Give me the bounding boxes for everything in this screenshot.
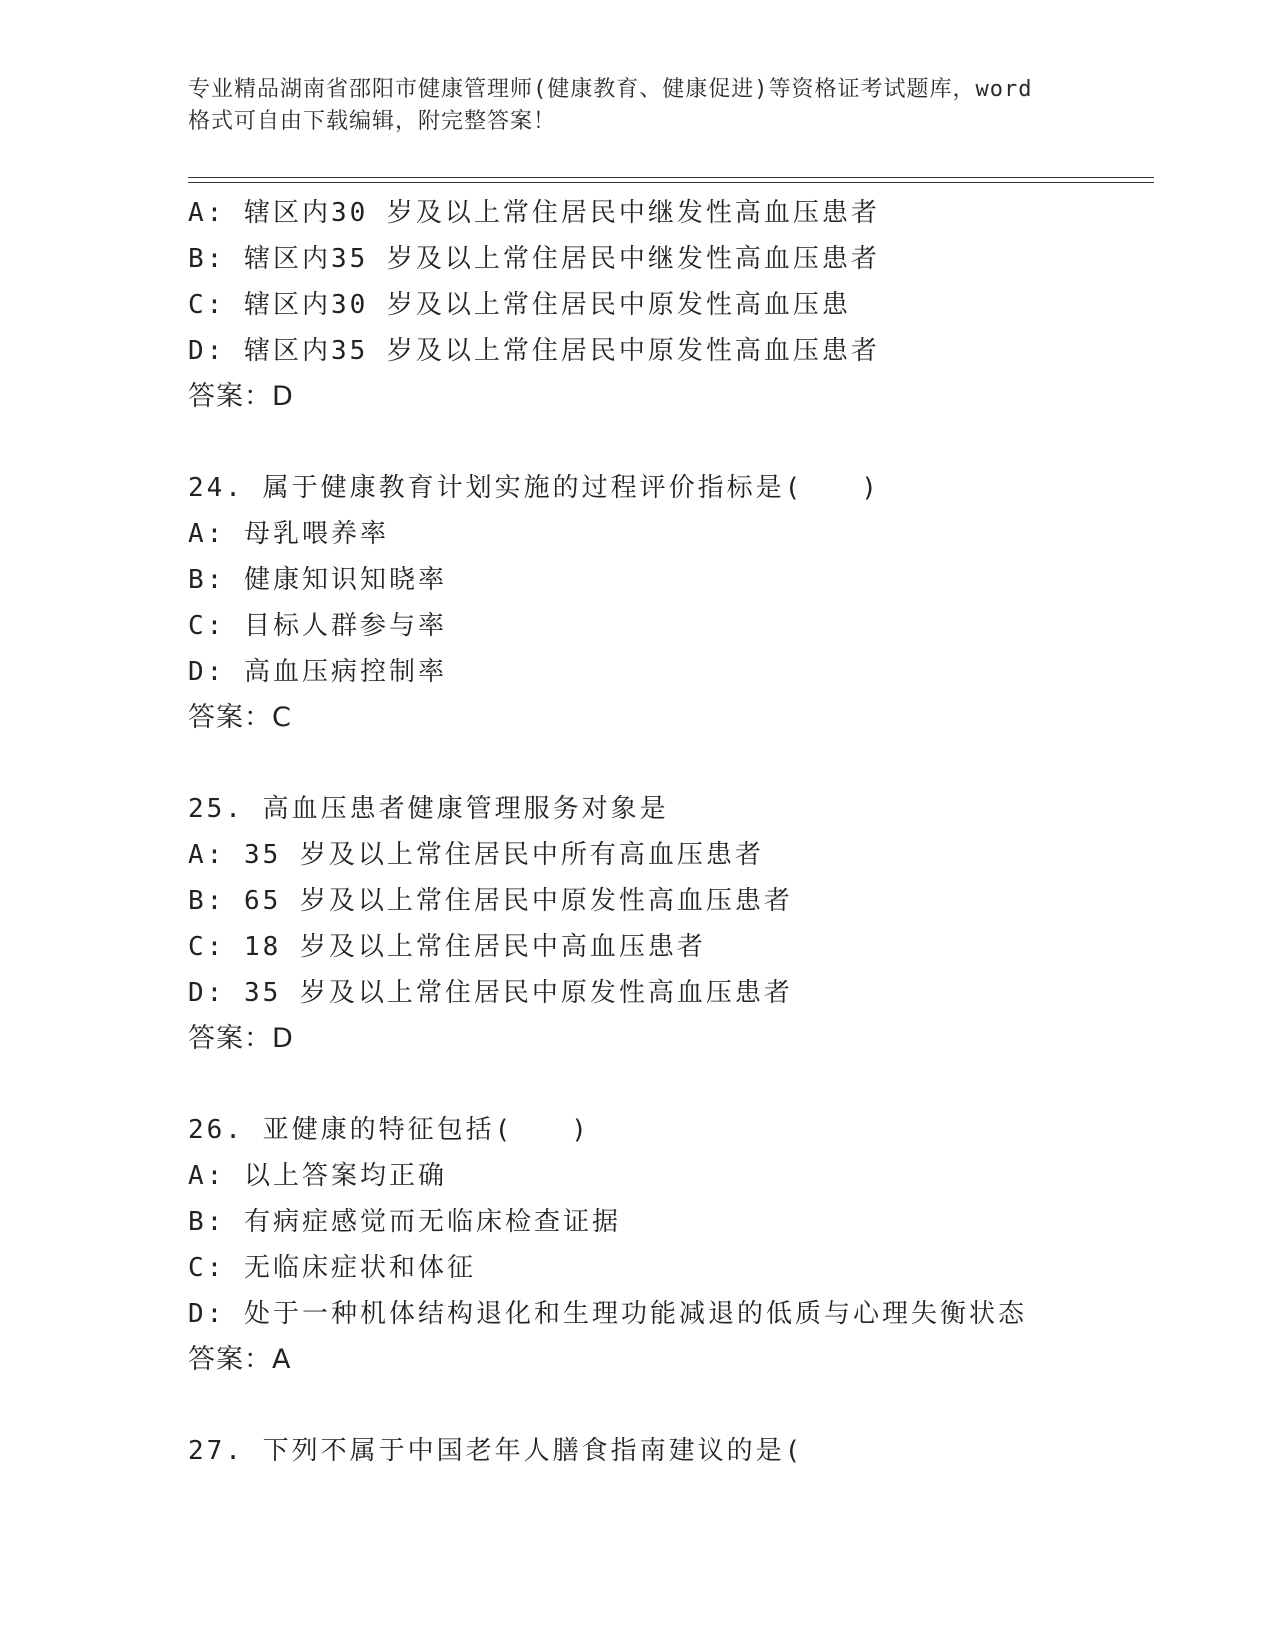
option-d: D: 高血压病控制率 <box>188 657 447 687</box>
header-rule-bottom <box>188 182 1154 183</box>
answer: 答案：C <box>188 702 292 733</box>
question-list <box>188 190 1168 1474</box>
question-26 <box>188 1107 1168 1383</box>
header-line-2: 格式可自由下载编辑，附完整答案！ <box>188 109 557 134</box>
page-header <box>188 74 1088 138</box>
answer: 答案：D <box>188 1023 294 1054</box>
spacer <box>188 1062 1168 1107</box>
header-line-1: 专业精品湖南省邵阳市健康管理师(健康教育、健康促进)等资格证考试题库，word <box>188 77 1033 102</box>
spacer <box>188 420 1168 465</box>
option-c: C: 目标人群参与率 <box>188 611 447 641</box>
question-25 <box>188 786 1168 1062</box>
answer: 答案：D <box>188 381 294 412</box>
option-b: B: 辖区内35 岁及以上常住居民中继发性高血压患者 <box>188 244 880 274</box>
question-23 <box>188 190 1168 420</box>
option-b: B: 健康知识知晓率 <box>188 565 447 595</box>
spacer <box>188 741 1168 786</box>
option-c: C: 无临床症状和体征 <box>188 1253 476 1283</box>
option-d: D: 35 岁及以上常住居民中原发性高血压患者 <box>188 978 793 1008</box>
option-c: C: 辖区内30 岁及以上常住居民中原发性高血压患 <box>188 290 851 320</box>
option-a: A: 母乳喂养率 <box>188 519 389 549</box>
question-text: 25. 高血压患者健康管理服务对象是 <box>188 794 669 824</box>
question-24 <box>188 465 1168 741</box>
question-27 <box>188 1428 1168 1474</box>
option-d: D: 处于一种机体结构退化和生理功能减退的低质与心理失衡状态 <box>188 1299 1027 1329</box>
spacer <box>188 1383 1168 1428</box>
option-a: A: 辖区内30 岁及以上常住居民中继发性高血压患者 <box>188 198 880 228</box>
header-rule-top <box>188 177 1154 178</box>
option-d: D: 辖区内35 岁及以上常住居民中原发性高血压患者 <box>188 336 880 366</box>
option-c: C: 18 岁及以上常住居民中高血压患者 <box>188 932 706 962</box>
question-text: 26. 亚健康的特征包括( ) <box>188 1115 590 1145</box>
question-text: 24. 属于健康教育计划实施的过程评价指标是( ) <box>188 473 880 503</box>
option-a: A: 以上答案均正确 <box>188 1161 447 1191</box>
option-a: A: 35 岁及以上常住居民中所有高血压患者 <box>188 840 764 870</box>
option-b: B: 有病症感觉而无临床检查证据 <box>188 1207 621 1237</box>
answer: 答案：A <box>188 1344 292 1375</box>
option-b: B: 65 岁及以上常住居民中原发性高血压患者 <box>188 886 793 916</box>
question-text: 27. 下列不属于中国老年人膳食指南建议的是( <box>188 1436 804 1466</box>
